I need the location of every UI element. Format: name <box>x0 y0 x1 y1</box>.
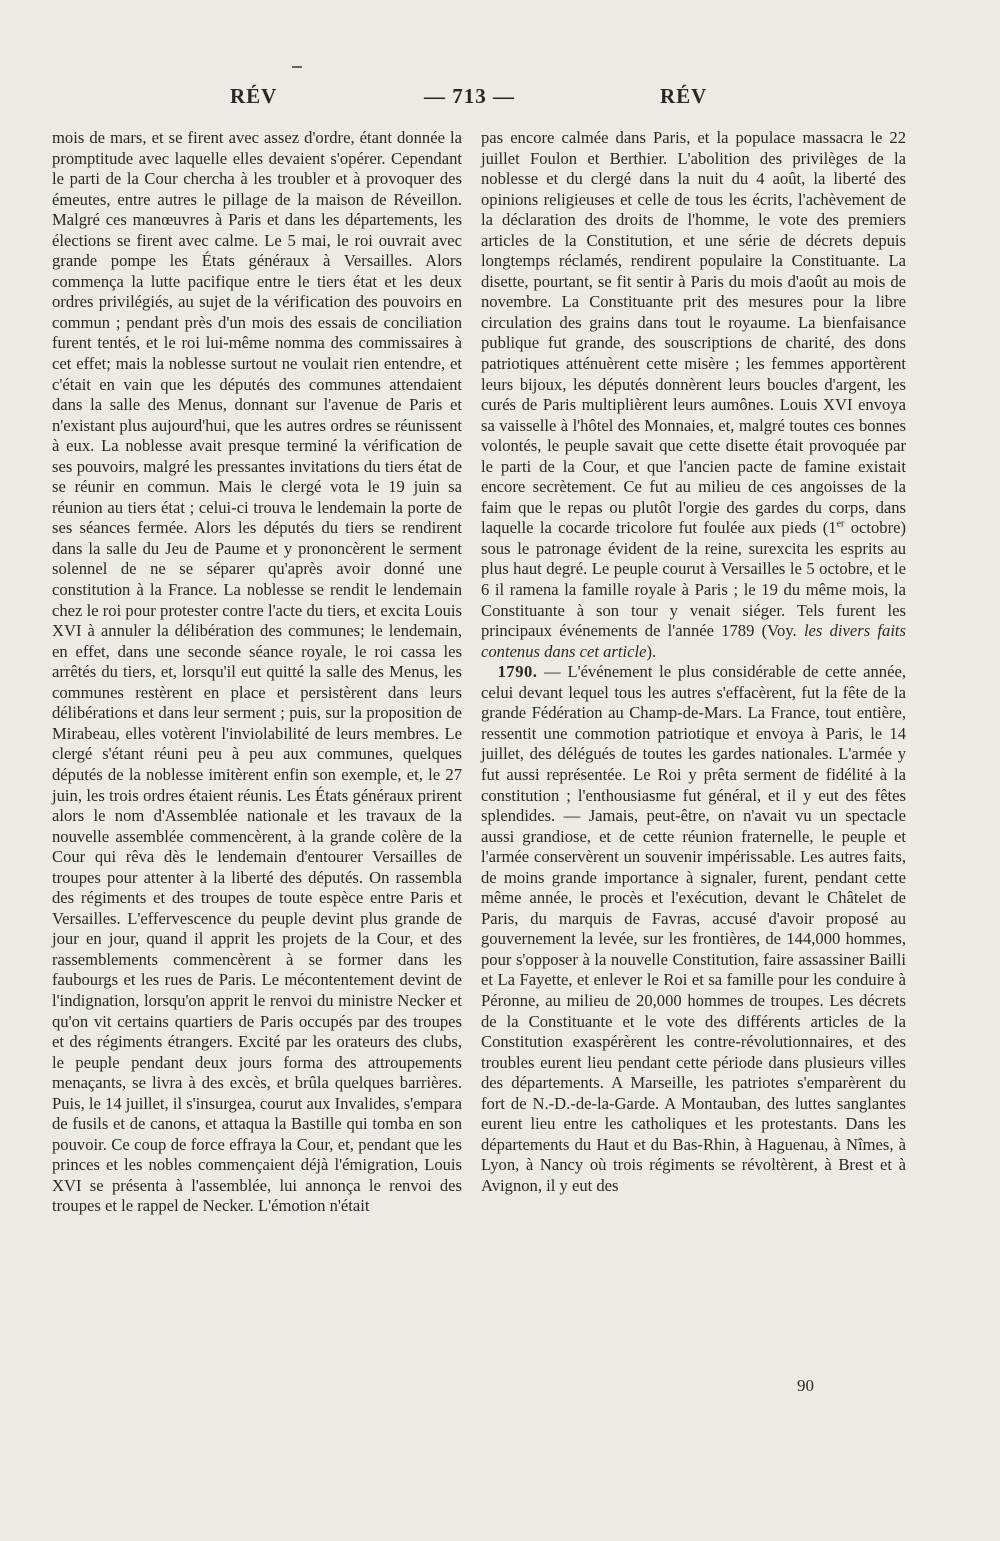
right-p1-part-a: pas encore calmée dans Paris, et la populace massacra le 22 juillet Foulon et Berthier. L'abolition des privilèges de la noblesse et du clergé dans la nuit du 4 août, la liberté des opinions religieuses et celle de tous les écrits, l'achèvement de la déclaration des droits de l'homme, le vote des premiers articles de la Constitution, et une série de décrets depuis longtemps réclamés, rendirent populaire la Constituante. La disette, pourtant, se fit sentir à Paris du mois d'août au mois de novembre. La Constituante prit des mesures pour la libre circulation des grains dans tout le royaume. La bienfaisance publique fut grande, des souscriptions de charité, des dons patriotiques atténuèrent cette misère ; les femmes apportèrent leurs bijoux, les députés donnèrent leurs boucles d'argent, les curés de Paris multiplièrent leurs aumônes. Louis XVI envoya sa vaisselle à l'hôtel des Monnaies, et, malgré toutes ces bonnes volontés, le peuple savait que cette disette était provoquée par le parti de la Cour, et que l'ancien pacte de famine existait encore secrètement. Ce fut au milieu de ces angoisses de la faim que le repas ou plutôt l'orgie des gardes du corps, dans laquelle la cocarde tricolore fut foulée aux pieds (1 <box>481 128 906 538</box>
right-p2-text: — L'événement le plus considérable de cette année, celui devant lequel tous les autres s'effacèrent, fut la fête de la grande Fédération au Champ-de-Mars. La France, tout entière, ressentit une commotion patriotique et envoya à Paris, le 14 juillet, des délégués de toutes les gardes nationales. L'armée y fut aussi représentée. Le Roi y prêta serment de fidélité à la constitution ; l'enthousiasme fut général, et il y eut des fêtes splendides. — Jamais, peut-être, on n'avait vu un spectacle aussi grandiose, et de cette réunion fraternelle, le peuple et l'armée conservèrent un souvenir impérissable. Les autres faits, de moins grande importance à signaler, furent, pendant cette même année, le procès et l'exécution, devant le Châtelet de Paris, du marquis de Favras, accusé d'avoir proposé au gouvernement la levée, sur les frontières, de 144,000 hommes, pour s'opposer à la nouvelle Constitution, faire assassiner Bailli et La Fayette, et enlever le Roi et sa famille pour les conduire à Péronne, au milieu de 20,000 hommes de troupes. Les décrets de la Constituante et le vote des différents articles de la Constitution exaspérèrent les contre-révolutionnaires, et des troubles eurent lieu pendant cette période dans plusieurs villes des départements. A Marseille, les patriotes s'emparèrent du fort de N.-D.-de-la-Garde. A Montauban, des luttes sanglantes eurent lieu entre les catholiques et les protestants. Dans les départements du Haut et du Bas-Rhin, à Haguenau, à Nîmes, à Lyon, à Nancy où trois régiments se révoltèrent, à Brest et à Avignon, il y eut des <box>481 662 906 1195</box>
signature-mark: 90 <box>797 1376 814 1395</box>
page-number: — 713 — <box>424 84 515 108</box>
header-right: RÉV <box>660 84 708 108</box>
left-column <box>52 128 462 1217</box>
year-1790: 1790. <box>497 662 538 682</box>
running-header <box>0 80 1000 116</box>
header-left: RÉV <box>230 84 278 108</box>
right-p1-italic: les divers faits contenus dans cet article <box>481 621 906 661</box>
left-column-text: mois de mars, et se firent avec assez d'ordre, étant donnée la promptitude avec laquelle elles devaient s'opérer. Cependant le parti de la Cour chercha à les troubler et à provoquer des émeutes, entre autres le pillage de la maison de Réveillon. Malgré ces manœuvres à Paris et dans les départements, les élections se firent avec calme. Le 5 mai, le roi ouvrait avec grande pompe les États généraux à Versailles. Alors commença la lutte pacifique entre le tiers état et les deux ordres privilégiés, au sujet de la vérification des pouvoirs en commun ; pendant près d'un mois des essais de conciliation furent tentés, et le roi lui-même nomma des commissaires à cet effet; mais la noblesse surtout ne voulait rien entendre, et c'était en vain que les députés des communes attendaient dans la salle des Menus, donnant sur l'avenue de Paris et n'existant plus aujourd'hui, que les autres ordres se réunissent à eux. La noblesse avait presque terminé la vérification de ses pouvoirs, malgré les pressantes invitations du tiers état de se réunir en commun. Mais le clergé vota le 19 juin sa réunion au tiers état ; celui-ci trouva le lendemain la porte de ses séances fermée. Alors les députés du tiers se rendirent dans la salle du Jeu de Paume et y prononcèrent le serment solennel de ne se séparer qu'après avoir donné une constitution à la France. La noblesse se rendit le lendemain chez le roi pour protester contre l'acte du tiers, et excita Louis XVI à annuler la délibération des communes; le lendemain, en effet, dans une seconde séance royale, le roi cassa les arrêtés du tiers, et, lorsqu'il eut quitté la salle des Menus, les communes restèrent en place et persistèrent dans leurs délibérations et dans leur serment ; puis, sur la proposition de Mirabeau, elles votèrent l'inviolabilité de leurs membres. Le clergé s'étant réuni peu à peu aux communes, quelques députés de la noblesse imitèrent enfin son exemple, et, le 27 juin, les trois ordres étaient réunis. Les États généraux prirent alors le nom d'Assemblée nationale et les travaux de la nouvelle assemblée commencèrent, à la grande colère de la Cour qui rêva dès le lendemain d'entourer Versailles de troupes pour attenter à la liberté des députés. On rassembla des régiments et des troupes de toute espèce entre Paris et Versailles. L'effervescence du peuple devint plus grande de jour en jour, quand il apprit les projets de la Cour, et des rassemblements commencèrent à se former dans les faubourgs et les rues de Paris. Le mécontentement devint de l'indignation, lorsqu'on apprit le renvoi du ministre Necker et qu'on vit certains quartiers de Paris occupés par des troupes et des régiments étrangers. Excité par les orateurs des clubs, le peuple pendant deux jours forma des attroupements menaçants, se livra à des excès, et brûla quelques barrières. Puis, le 14 juillet, il s'insurgea, courut aux Invalides, s'empara de fusils et de canons, et attaqua la Bastille qui tomba en son pouvoir. Ce coup de force effraya la Cour, et, pendant que les princes et les nobles commençaient déjà l'émigration, Louis XVI se présenta à l'assemblée, lui annonça le renvoi des troupes et le rappel de Necker. L'émotion n'était <box>52 128 462 1216</box>
right-p1-part-c: ). <box>646 641 657 661</box>
superscript-er: er <box>836 518 845 530</box>
header-dash-mark <box>292 66 302 68</box>
right-paragraph-1790 <box>481 662 906 1196</box>
right-column <box>481 128 906 1196</box>
right-paragraph-1 <box>481 128 906 662</box>
right-p1-part-b: octobre) sous le patronage évident de la reine, surexcita les esprits au plus haut degré. Le peuple courut à Versailles le 5 octobre, et le 6 il ramena la famille royale à Paris ; le 19 du même mois, la Constituante à son tour y venait siéger. Tels furent les principaux événements de l'année 1789 (Voy. <box>481 518 907 641</box>
